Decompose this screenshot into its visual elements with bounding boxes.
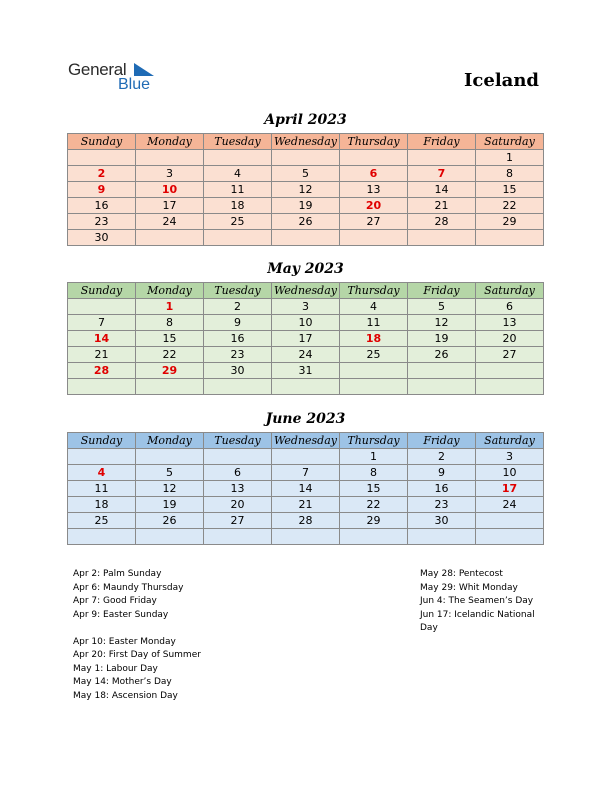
day-cell [408, 529, 476, 545]
day-cell: 3 [136, 166, 204, 182]
day-cell [340, 379, 408, 395]
day-cell: 22 [136, 347, 204, 363]
logo-triangle-icon [134, 63, 154, 77]
day-cell [204, 230, 272, 246]
weekday-header-row [68, 433, 544, 449]
day-cell: 1 [476, 150, 544, 166]
weekday-header: Friday [408, 283, 476, 299]
weekday-header: Saturday [476, 134, 544, 150]
day-cell: 6 [340, 166, 408, 182]
day-cell: 18 [340, 331, 408, 347]
logo-text-general: General [68, 60, 127, 79]
week-row [68, 315, 544, 331]
week-row [68, 481, 544, 497]
day-cell: 24 [136, 214, 204, 230]
week-row [68, 331, 544, 347]
day-cell: 30 [68, 230, 136, 246]
day-cell: 2 [408, 449, 476, 465]
weekday-header: Wednesday [272, 134, 340, 150]
day-cell: 20 [204, 497, 272, 513]
holiday-item: Apr 2: Palm Sunday [73, 569, 162, 579]
day-cell: 4 [340, 299, 408, 315]
weekday-header: Sunday [68, 134, 136, 150]
day-cell [136, 449, 204, 465]
day-cell: 29 [476, 214, 544, 230]
weekday-header: Tuesday [204, 134, 272, 150]
day-cell: 13 [476, 315, 544, 331]
month-title-june: June 2023 [265, 411, 346, 427]
day-cell: 14 [408, 182, 476, 198]
holiday-item: May 14: Mother’s Day [73, 677, 172, 687]
day-cell [204, 449, 272, 465]
day-cell: 19 [408, 331, 476, 347]
day-cell: 21 [408, 198, 476, 214]
holiday-item: May 29: Whit Monday [420, 582, 518, 593]
weekday-header: Saturday [476, 283, 544, 299]
day-cell [68, 150, 136, 166]
week-row [68, 363, 544, 379]
day-cell: 3 [476, 449, 544, 465]
day-cell: 6 [476, 299, 544, 315]
day-cell: 13 [340, 182, 408, 198]
day-cell [476, 513, 544, 529]
weekday-header: Sunday [68, 283, 136, 299]
weekday-header: Thursday [340, 134, 408, 150]
holiday-item: Apr 6: Maundy Thursday [73, 582, 184, 593]
day-cell: 20 [476, 331, 544, 347]
day-cell [68, 529, 136, 545]
day-cell: 16 [68, 198, 136, 214]
day-cell [272, 150, 340, 166]
week-row [68, 497, 544, 513]
day-cell [408, 379, 476, 395]
day-cell: 20 [340, 198, 408, 214]
day-cell: 2 [204, 299, 272, 315]
day-cell: 27 [476, 347, 544, 363]
weekday-header: Saturday [476, 433, 544, 449]
weekday-header: Tuesday [204, 433, 272, 449]
holiday-item: Apr 7: Good Friday [73, 596, 157, 606]
day-cell: 9 [204, 315, 272, 331]
day-cell: 17 [272, 331, 340, 347]
day-cell: 31 [272, 363, 340, 379]
day-cell: 26 [408, 347, 476, 363]
holiday-list-left [73, 568, 201, 703]
week-row [68, 214, 544, 230]
logo-text-blue: Blue [118, 76, 151, 93]
weekday-header: Tuesday [204, 283, 272, 299]
calendar-june [67, 432, 544, 545]
day-cell: 14 [272, 481, 340, 497]
day-cell [340, 230, 408, 246]
day-cell [272, 379, 340, 395]
day-cell: 7 [408, 166, 476, 182]
week-row [68, 182, 544, 198]
day-cell: 5 [408, 299, 476, 315]
day-cell: 17 [136, 198, 204, 214]
day-cell: 27 [340, 214, 408, 230]
day-cell: 28 [408, 214, 476, 230]
day-cell: 4 [68, 465, 136, 481]
weekday-header: Friday [408, 433, 476, 449]
day-cell [272, 529, 340, 545]
day-cell: 8 [476, 166, 544, 182]
day-cell [136, 230, 204, 246]
day-cell [68, 299, 136, 315]
day-cell: 7 [272, 465, 340, 481]
day-cell: 16 [204, 331, 272, 347]
weekday-header: Monday [136, 433, 204, 449]
holiday-item: May 28: Pentecost [420, 569, 503, 579]
day-cell [136, 379, 204, 395]
day-cell [476, 363, 544, 379]
day-cell: 1 [136, 299, 204, 315]
day-cell: 22 [340, 497, 408, 513]
day-cell [476, 230, 544, 246]
day-cell: 21 [272, 497, 340, 513]
week-row [68, 513, 544, 529]
holiday-item: May 18: Ascension Day [73, 690, 178, 701]
day-cell: 2 [68, 166, 136, 182]
day-cell [136, 150, 204, 166]
day-cell: 8 [340, 465, 408, 481]
day-cell: 15 [340, 481, 408, 497]
day-cell [204, 150, 272, 166]
day-cell [476, 529, 544, 545]
day-cell: 18 [68, 497, 136, 513]
calendar-may [67, 282, 544, 395]
day-cell: 9 [408, 465, 476, 481]
day-cell: 27 [204, 513, 272, 529]
day-cell: 11 [68, 481, 136, 497]
day-cell: 12 [408, 315, 476, 331]
day-cell: 18 [204, 198, 272, 214]
day-cell [204, 379, 272, 395]
day-cell [408, 230, 476, 246]
day-cell: 26 [272, 214, 340, 230]
day-cell: 10 [476, 465, 544, 481]
holiday-item: Apr 9: Easter Sunday [73, 609, 169, 620]
weekday-header: Wednesday [272, 283, 340, 299]
day-cell: 12 [136, 481, 204, 497]
week-row [68, 379, 544, 395]
holiday-list-right [420, 568, 535, 636]
day-cell [340, 150, 408, 166]
day-cell: 16 [408, 481, 476, 497]
day-cell: 7 [68, 315, 136, 331]
holiday-item [73, 622, 201, 636]
weekday-header: Friday [408, 134, 476, 150]
day-cell: 25 [204, 214, 272, 230]
day-cell: 24 [272, 347, 340, 363]
day-cell: 13 [204, 481, 272, 497]
day-cell: 25 [340, 347, 408, 363]
day-cell [68, 379, 136, 395]
week-row [68, 150, 544, 166]
day-cell: 5 [136, 465, 204, 481]
day-cell [272, 230, 340, 246]
day-cell: 29 [136, 363, 204, 379]
holiday-item: Apr 10: Easter Monday [73, 636, 176, 647]
day-cell: 10 [136, 182, 204, 198]
day-cell: 25 [68, 513, 136, 529]
week-row [68, 529, 544, 545]
weekday-header: Thursday [340, 433, 408, 449]
day-cell: 19 [136, 497, 204, 513]
holiday-item: Jun 17: Icelandic National [420, 609, 535, 620]
week-row [68, 347, 544, 363]
day-cell: 9 [68, 182, 136, 198]
day-cell [476, 379, 544, 395]
day-cell: 19 [272, 198, 340, 214]
logo [68, 60, 168, 96]
day-cell [68, 449, 136, 465]
day-cell: 28 [68, 363, 136, 379]
day-cell [340, 529, 408, 545]
weekday-header: Monday [136, 134, 204, 150]
day-cell: 28 [272, 513, 340, 529]
month-title-may: May 2023 [267, 261, 344, 277]
day-cell: 30 [408, 513, 476, 529]
holiday-item: Jun 4: The Seamen’s Day [420, 596, 534, 606]
holiday-item: Day [420, 623, 438, 633]
day-cell [136, 529, 204, 545]
day-cell: 29 [340, 513, 408, 529]
day-cell: 23 [204, 347, 272, 363]
week-row [68, 166, 544, 182]
calendar-april [67, 133, 544, 246]
week-row [68, 299, 544, 315]
day-cell: 6 [204, 465, 272, 481]
month-title-april: April 2023 [264, 112, 347, 128]
weekday-header: Thursday [340, 283, 408, 299]
day-cell: 1 [340, 449, 408, 465]
weekday-header: Monday [136, 283, 204, 299]
day-cell: 23 [408, 497, 476, 513]
day-cell [408, 150, 476, 166]
week-row [68, 449, 544, 465]
day-cell: 11 [204, 182, 272, 198]
day-cell: 22 [476, 198, 544, 214]
day-cell: 10 [272, 315, 340, 331]
day-cell: 11 [340, 315, 408, 331]
day-cell: 15 [476, 182, 544, 198]
day-cell: 21 [68, 347, 136, 363]
day-cell: 15 [136, 331, 204, 347]
week-row [68, 230, 544, 246]
weekday-header-row [68, 283, 544, 299]
day-cell: 14 [68, 331, 136, 347]
day-cell: 3 [272, 299, 340, 315]
day-cell: 30 [204, 363, 272, 379]
day-cell: 23 [68, 214, 136, 230]
day-cell [204, 529, 272, 545]
day-cell: 8 [136, 315, 204, 331]
weekday-header: Sunday [68, 433, 136, 449]
day-cell: 12 [272, 182, 340, 198]
week-row [68, 465, 544, 481]
week-row [68, 198, 544, 214]
day-cell [272, 449, 340, 465]
weekday-header-row [68, 134, 544, 150]
holiday-item: May 1: Labour Day [73, 663, 158, 674]
day-cell [408, 363, 476, 379]
holiday-item: Apr 20: First Day of Summer [73, 650, 201, 660]
day-cell [340, 363, 408, 379]
day-cell: 17 [476, 481, 544, 497]
day-cell: 26 [136, 513, 204, 529]
day-cell: 24 [476, 497, 544, 513]
day-cell: 4 [204, 166, 272, 182]
weekday-header: Wednesday [272, 433, 340, 449]
day-cell: 5 [272, 166, 340, 182]
country-title: Iceland [463, 70, 539, 91]
